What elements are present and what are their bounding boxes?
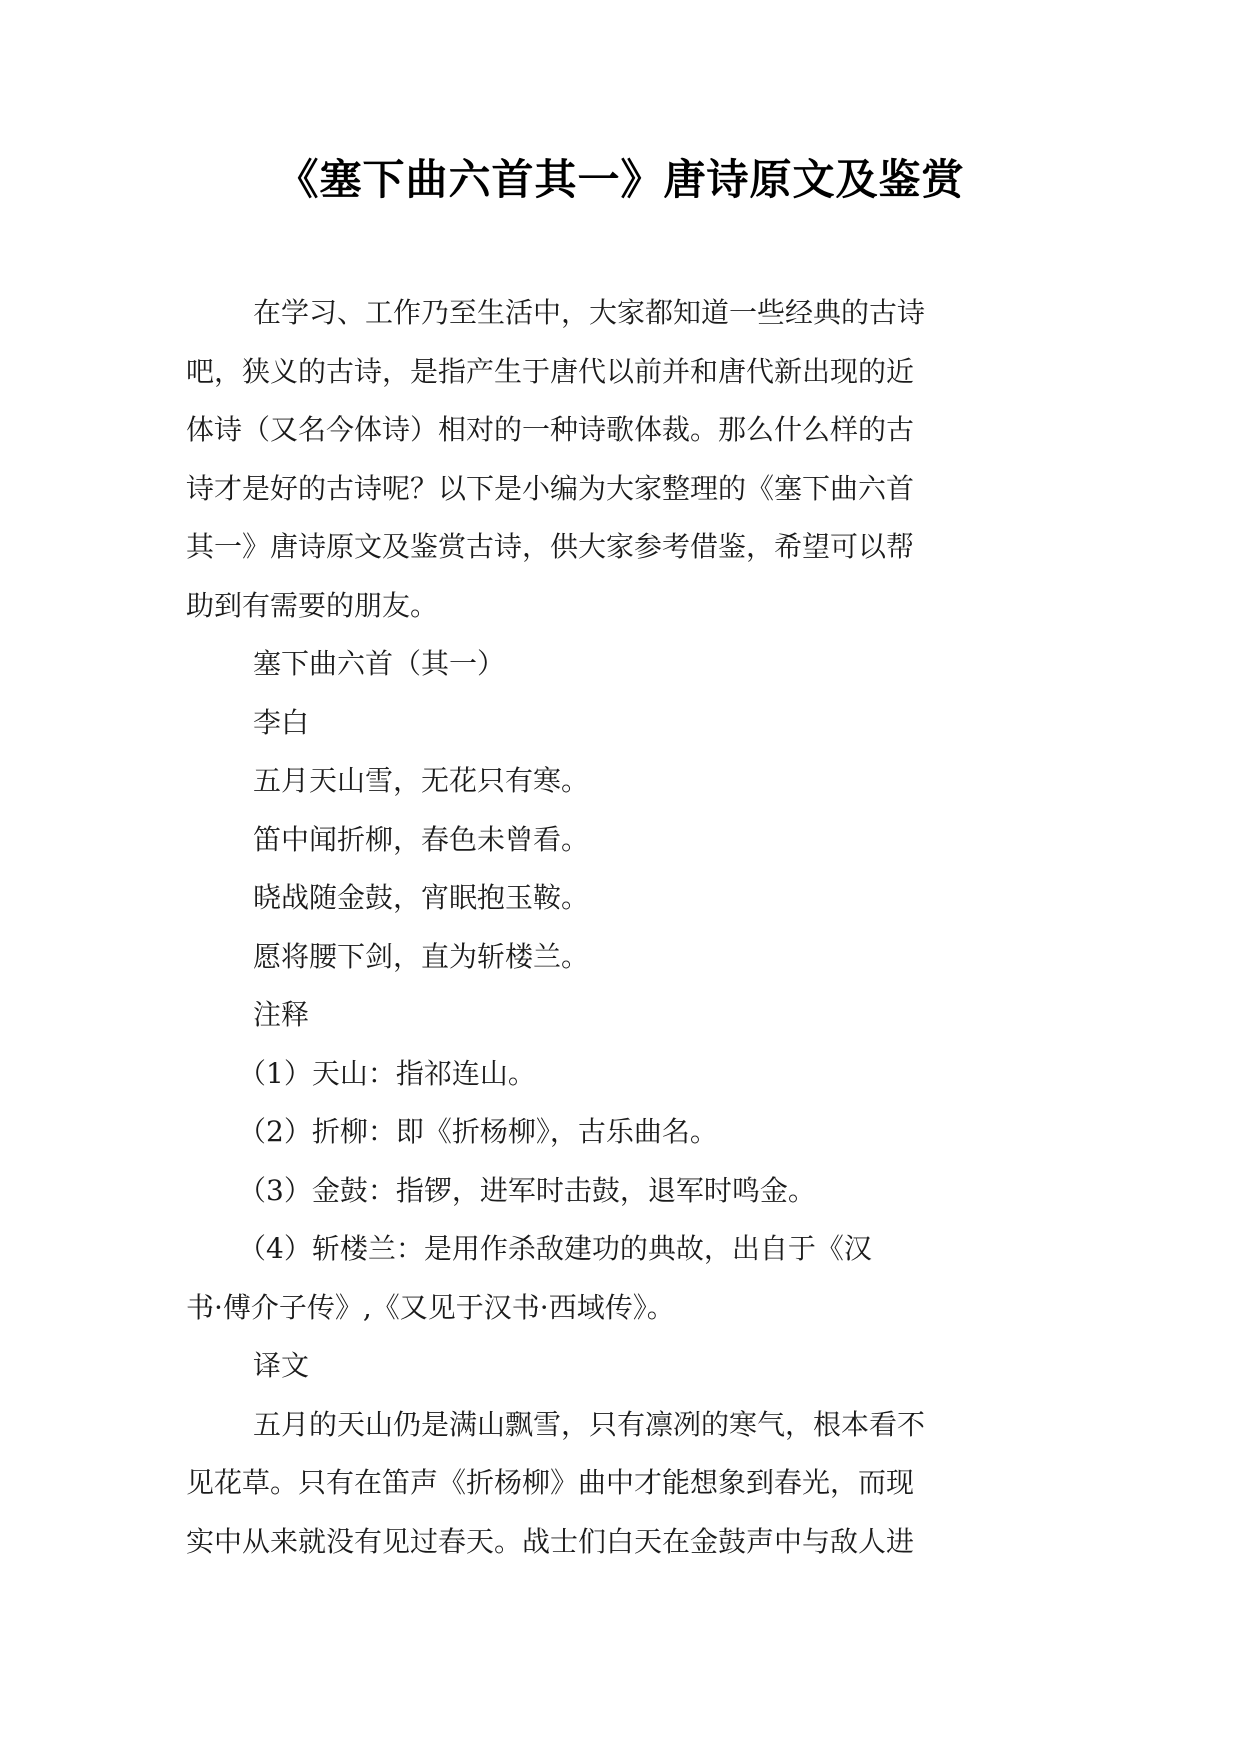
poem-line: 五月天山雪，无花只有寒。	[253, 764, 590, 797]
intro-line: 助到有需要的朋友。	[186, 588, 439, 622]
poem-line: 晓战随金鼓，宵眠抱玉鞍。	[253, 881, 590, 914]
intro-line: 在学习、工作乃至生活中，大家都知道一些经典的古诗	[253, 296, 926, 329]
intro-line: 其一》唐诗原文及鉴赏古诗，供大家参考借鉴，希望可以帮	[186, 530, 915, 563]
note-item: （3）金鼓：指锣，进军时击鼓，退军时鸣金。	[238, 1173, 816, 1207]
translation-line: 实中从来就没有见过春天。战士们白天在金鼓声中与敌人进	[186, 1524, 915, 1558]
notes-heading: 注释	[253, 998, 310, 1031]
intro-line: 体诗（又名今体诗）相对的一种诗歌体裁。那么什么样的古	[186, 413, 915, 446]
note-item: （4）斩楼兰：是用作杀敌建功的典故，出自于《汉	[238, 1232, 872, 1265]
translation-paragraph	[186, 1396, 1056, 1572]
intro-line: 诗才是好的古诗呢？以下是小编为大家整理的《塞下曲六首	[186, 471, 915, 505]
intro-line: 吧，狭义的古诗，是指产生于唐代以前并和唐代新出现的近	[186, 354, 915, 388]
poem-author: 李白	[253, 705, 310, 739]
poem-line: 愿将腰下剑，直为斩楼兰。	[253, 939, 590, 973]
poem-line: 笛中闻折柳，春色未曾看。	[253, 822, 590, 856]
poem-text	[186, 752, 1056, 986]
document-title: 《塞下曲六首其一》唐诗原文及鉴赏	[276, 155, 965, 204]
note-item: （2）折柳：即《折杨柳》，古乐曲名。	[238, 1115, 718, 1148]
intro-paragraph	[186, 284, 1056, 635]
notes-list	[186, 1045, 1056, 1338]
note-item-continuation: 书·傅介子传》,《又见于汉书·西域传》。	[186, 1290, 675, 1324]
note-item: （1）天山：指祁连山。	[238, 1056, 536, 1090]
translation-line: 五月的天山仍是满山飘雪，只有凛冽的寒气，根本看不	[253, 1407, 926, 1441]
document-body	[186, 284, 1056, 1571]
translation-line: 见花草。只有在笛声《折杨柳》曲中才能想象到春光，而现	[186, 1466, 915, 1499]
poem-heading: 塞下曲六首（其一）	[253, 647, 506, 680]
translation-heading: 译文	[253, 1349, 310, 1382]
